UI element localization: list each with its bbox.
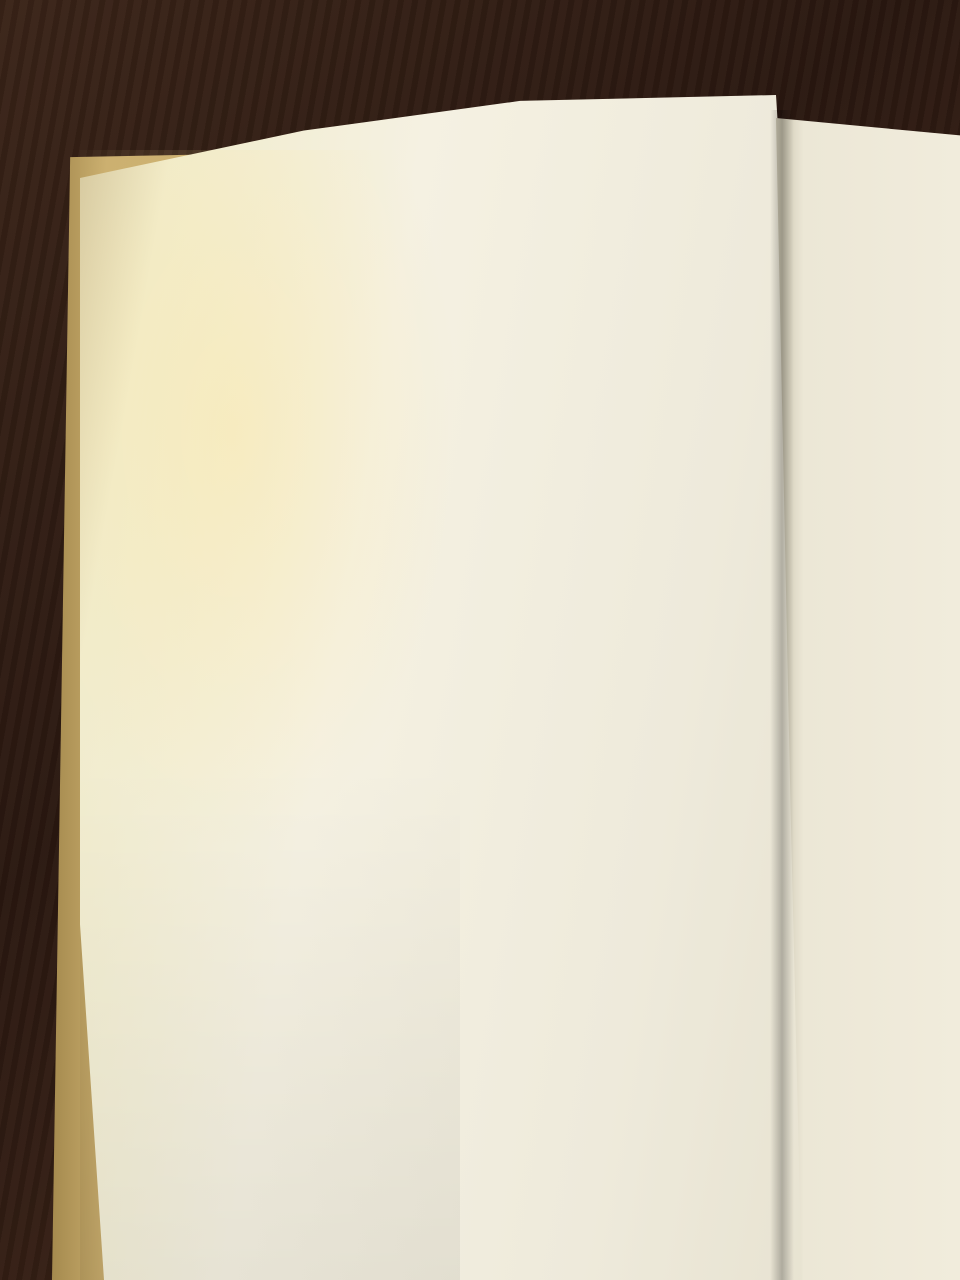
book-gutter xyxy=(770,110,794,1280)
right-page xyxy=(776,118,960,1280)
left-page xyxy=(80,95,880,1280)
